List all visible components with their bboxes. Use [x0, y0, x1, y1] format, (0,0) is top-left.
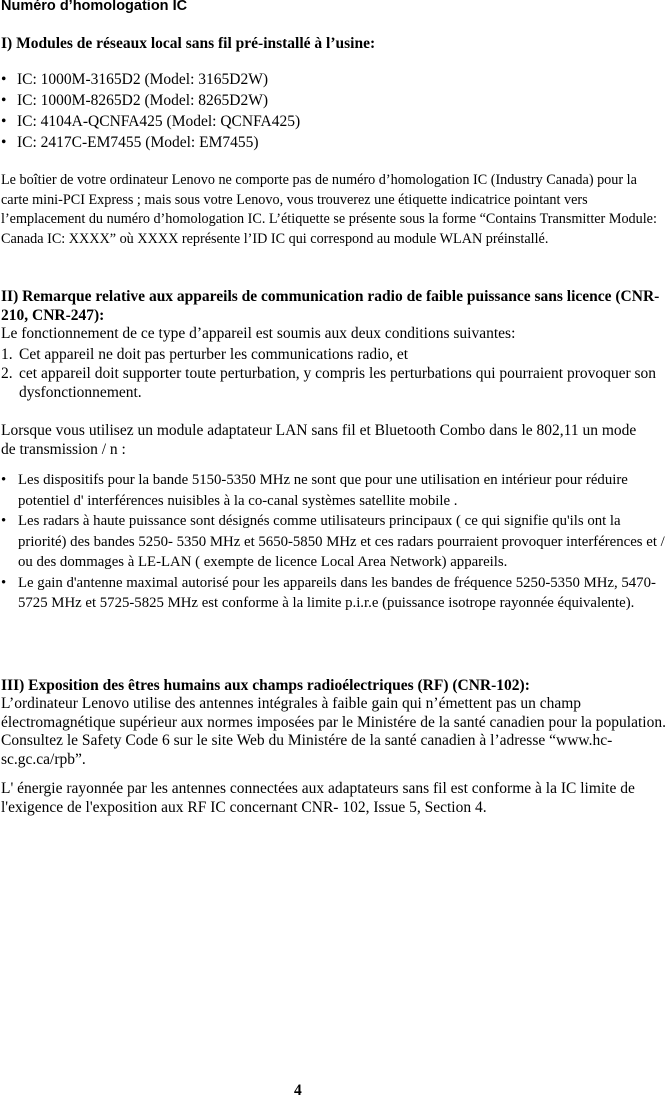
section2-heading: II) Remarque relative aux appareils de communication radio de faible puissance sans licence (CNR-210, CNR-247): [1, 288, 660, 324]
list-item: • Le gain d'antenne maximal autorisé pour les appareils dans les bandes de fréquence 5250-5350 MHz, 5470-5725 MHz et 5725-5825 MHz est conforme à la limite p.i.r.e (puissance isotrope rayonnée équivalente). [1, 573, 669, 614]
list-number: 1. [1, 346, 13, 363]
list-item: • Les dispositifs pour la bande 5150-5350 MHz ne sont que pour une utilisation en intérieur pour réduire potentiel d' interférences nuisibles à la co-canal systèmes satellite mobile . [1, 470, 669, 511]
lan-bullet-list [1, 470, 669, 614]
ic-module-list [1, 69, 300, 153]
list-number: 2. [1, 365, 13, 382]
list-item: • IC: 4104A-QCNFA425 (Model: QCNFA425) [1, 111, 300, 132]
list-item: • IC: 2417C-EM7455 (Model: EM7455) [1, 132, 300, 153]
conditions-list [1, 345, 669, 402]
page-number: 4 [294, 1082, 302, 1099]
list-text: Cet appareil ne doit pas perturber les communications radio, et [19, 346, 409, 363]
label-note-paragraph: Le boîtier de votre ordinateur Lenovo ne comporte pas de numéro d’homologation IC (Industry Canada) pour la carte mini-PCI Express ; mais sous votre Lenovo, vous trouverez une étiquette indicatrice pointant vers l’emplacement du numéro d’homologation IC. L’étiquette se présente sous la forme “Contains Transmitter Module: Canada IC: XXXX” où XXXX représente l’ID IC qui correspond au module WLAN préinstallé. [1, 172, 657, 247]
list-item: • Les radars à haute puissance sont désignés comme utilisateurs principaux ( ce qui signifie qu'ils ont la priorité) des bandes 5250- 5350 MHz et 5650-5850 MHz et ces radars pourraient provoquer interférences et / ou des dommages à LE-LAN ( exempte de licence Local Area Network) appareils. [1, 511, 669, 573]
list-item [1, 364, 669, 402]
list-text: cet appareil doit supporter toute perturbation, y compris les perturbations qui pourraient provoquer son dysfonctionnement. [19, 365, 657, 401]
list-item: • IC: 1000M-3165D2 (Model: 3165D2W) [1, 69, 300, 90]
list-item [1, 345, 669, 364]
section2-intro: Le fonctionnement de ce type d’appareil est soumis aux deux conditions suivantes: [1, 325, 516, 342]
lan-intro-paragraph: Lorsque vous utilisez un module adaptateur LAN sans fil et Bluetooth Combo dans le 802,11 un mode de transmission / n : [1, 422, 637, 458]
section3-heading: III) Exposition des êtres humains aux champs radioélectriques (RF) (CNR-102): [1, 677, 530, 694]
rf-exposure-paragraph: L’ordinateur Lenovo utilise des antennes intégrales à faible gain qui n’émettent pas un champ électromagnétique supérieur aux normes imposées par le Ministére de la santé canadien pour la population. Consultez le Safety Code 6 sur le site Web du Ministére de la santé canadien à l’adresse “www.hc-sc.gc.ca/rpb”. [1, 695, 666, 768]
page-title: Numéro d’homologation IC [1, 0, 188, 14]
rf-compliance-paragraph: L' énergie rayonnée par les antennes connectées aux adaptateurs sans fil est conforme à la IC limite de l'exigence de l'exposition aux RF IC concernant CNR- 102, Issue 5, Section 4. [1, 780, 635, 816]
list-item: • IC: 1000M-8265D2 (Model: 8265D2W) [1, 90, 300, 111]
section1-heading: I) Modules de réseaux local sans fil pré-installé à l’usine: [1, 35, 376, 52]
